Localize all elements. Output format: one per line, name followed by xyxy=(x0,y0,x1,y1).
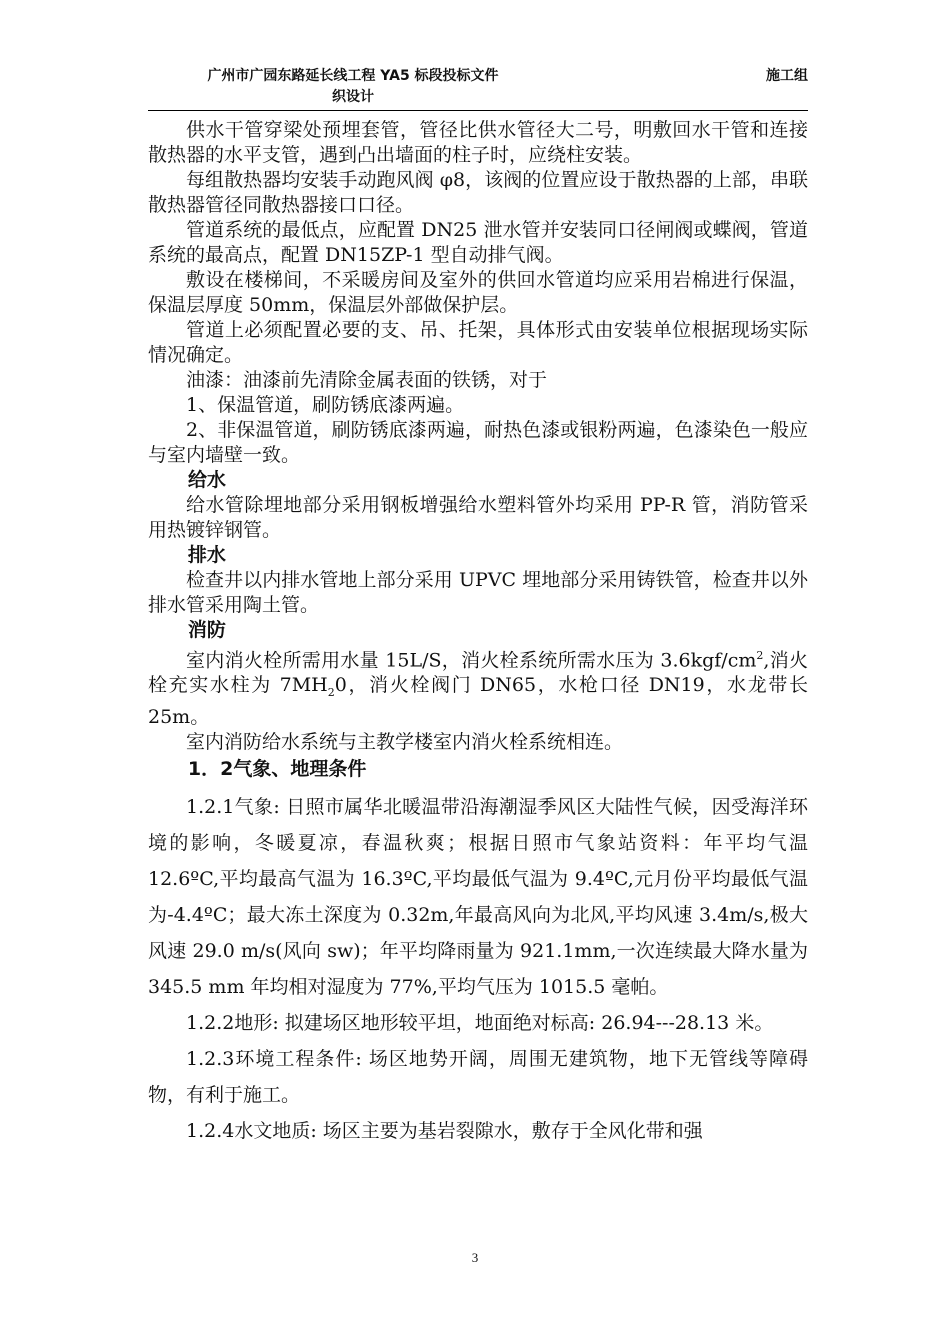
page-header xyxy=(148,66,808,111)
fire-text-a: 室内消火栓所需用水量 15L/S，消火栓系统所需水压为 3.6kgf/cm xyxy=(186,649,757,672)
paragraph-environment: 1.2.3环境工程条件: 场区地势开阔，周围无建筑物，地下无管线等障碍物，有利于施工。 xyxy=(148,1048,808,1107)
heading-drainage: 排水 xyxy=(187,544,226,566)
header-title-line1: 广州市广园东路延长线工程 YA5 标段投标文件 xyxy=(207,68,499,84)
header-right-label: 施工组 xyxy=(766,68,808,84)
paragraph: 敷设在楼梯间，不采暖房间及室外的供回水管道均应采用岩棉进行保温，保温层厚度 50mm，保温层外部做保护层。 xyxy=(148,269,808,316)
section-heading-1-2: 1．2气象、地理条件 xyxy=(187,758,367,781)
superscript: 2 xyxy=(756,649,764,662)
heading-fire: 消防 xyxy=(187,619,226,641)
fire-text-c: 0，消火栓阀门 DN65，水枪口径 DN19，水龙带长 25m。 xyxy=(148,674,808,729)
page-number: 3 xyxy=(471,1250,479,1265)
paragraph-fire-2: 室内消防给水系统与主教学楼室内消火栓系统相连。 xyxy=(186,731,624,754)
paragraph-climate: 1.2.1气象: 日照市属华北暖温带沿海潮湿季风区大陆性气候，因受海洋环境的影响，冬暖夏凉，春温秋爽；根据日照市气象站资料：年平均气温 12.6ºC,平均最高气温为 16.3ºC,平均最低气温为 9.4ºC,元月份平均最低气温为-4.4ºC；最大冻土深度为 0.32m,年最高风向为北风,平均风速 3.4m/s,极大风速 29.0 m/s(风向 sw)；年平均降雨量为 921.1mm,一次连续最大降水量为 345.5 mm 年均相对湿度为 77%,平均气压为 1015.5 毫帕。 xyxy=(148,796,808,999)
subscript: 2 xyxy=(327,686,335,700)
document-body xyxy=(148,118,808,1149)
paragraph-terrain: 1.2.2地形: 拟建场区地形较平坦，地面绝对标高: 26.94---28.13 米。 xyxy=(186,1012,774,1035)
paragraph: 2、非保温管道，刷防锈底漆两遍，耐热色漆或银粉两遍，色漆染色一般应与室内墙壁一致。 xyxy=(148,419,808,466)
header-title-line2: 织设计 xyxy=(332,89,374,105)
paragraph: 1、保温管道，刷防锈底漆两遍。 xyxy=(186,394,465,416)
paragraph: 供水干管穿梁处预埋套管，管径比供水管径大二号，明敷回水干管和连接散热器的水平支管，遇到凸出墙面的柱子时，应绕柱安装。 xyxy=(148,119,808,166)
fire-text-b: ,消火栓充实水柱为 7MH xyxy=(148,649,808,697)
paragraph: 管道系统的最低点，应配置 DN25 泄水管并安装同口径闸阀或蝶阀，管道系统的最高点，配置 DN15ZP-1 型自动排气阀。 xyxy=(148,219,808,266)
paragraph-water-supply: 给水管除埋地部分采用钢板增强给水塑料管外均采用 PP-R 管，消防管采用热镀锌钢管。 xyxy=(148,494,808,541)
heading-water-supply: 给水 xyxy=(187,469,226,491)
paragraph-drainage: 检查井以内排水管地上部分采用 UPVC 埋地部分采用铸铁管，检查井以外排水管采用陶土管。 xyxy=(148,569,808,616)
paragraph-hydrology: 1.2.4水文地质: 场区主要为基岩裂隙水，敷存于全风化带和强 xyxy=(186,1120,703,1143)
paragraph: 每组散热器均安装手动跑风阀 φ8，该阀的位置应设于散热器的上部，串联散热器管径同散热器接口口径。 xyxy=(148,169,808,216)
paragraph: 油漆：油漆前先清除金属表面的铁锈，对于 xyxy=(186,369,548,391)
paragraph: 管道上必须配置必要的支、吊、托架，具体形式由安装单位根据现场实际情况确定。 xyxy=(148,319,808,366)
header-title xyxy=(148,66,558,108)
paragraph-fire xyxy=(148,643,808,730)
